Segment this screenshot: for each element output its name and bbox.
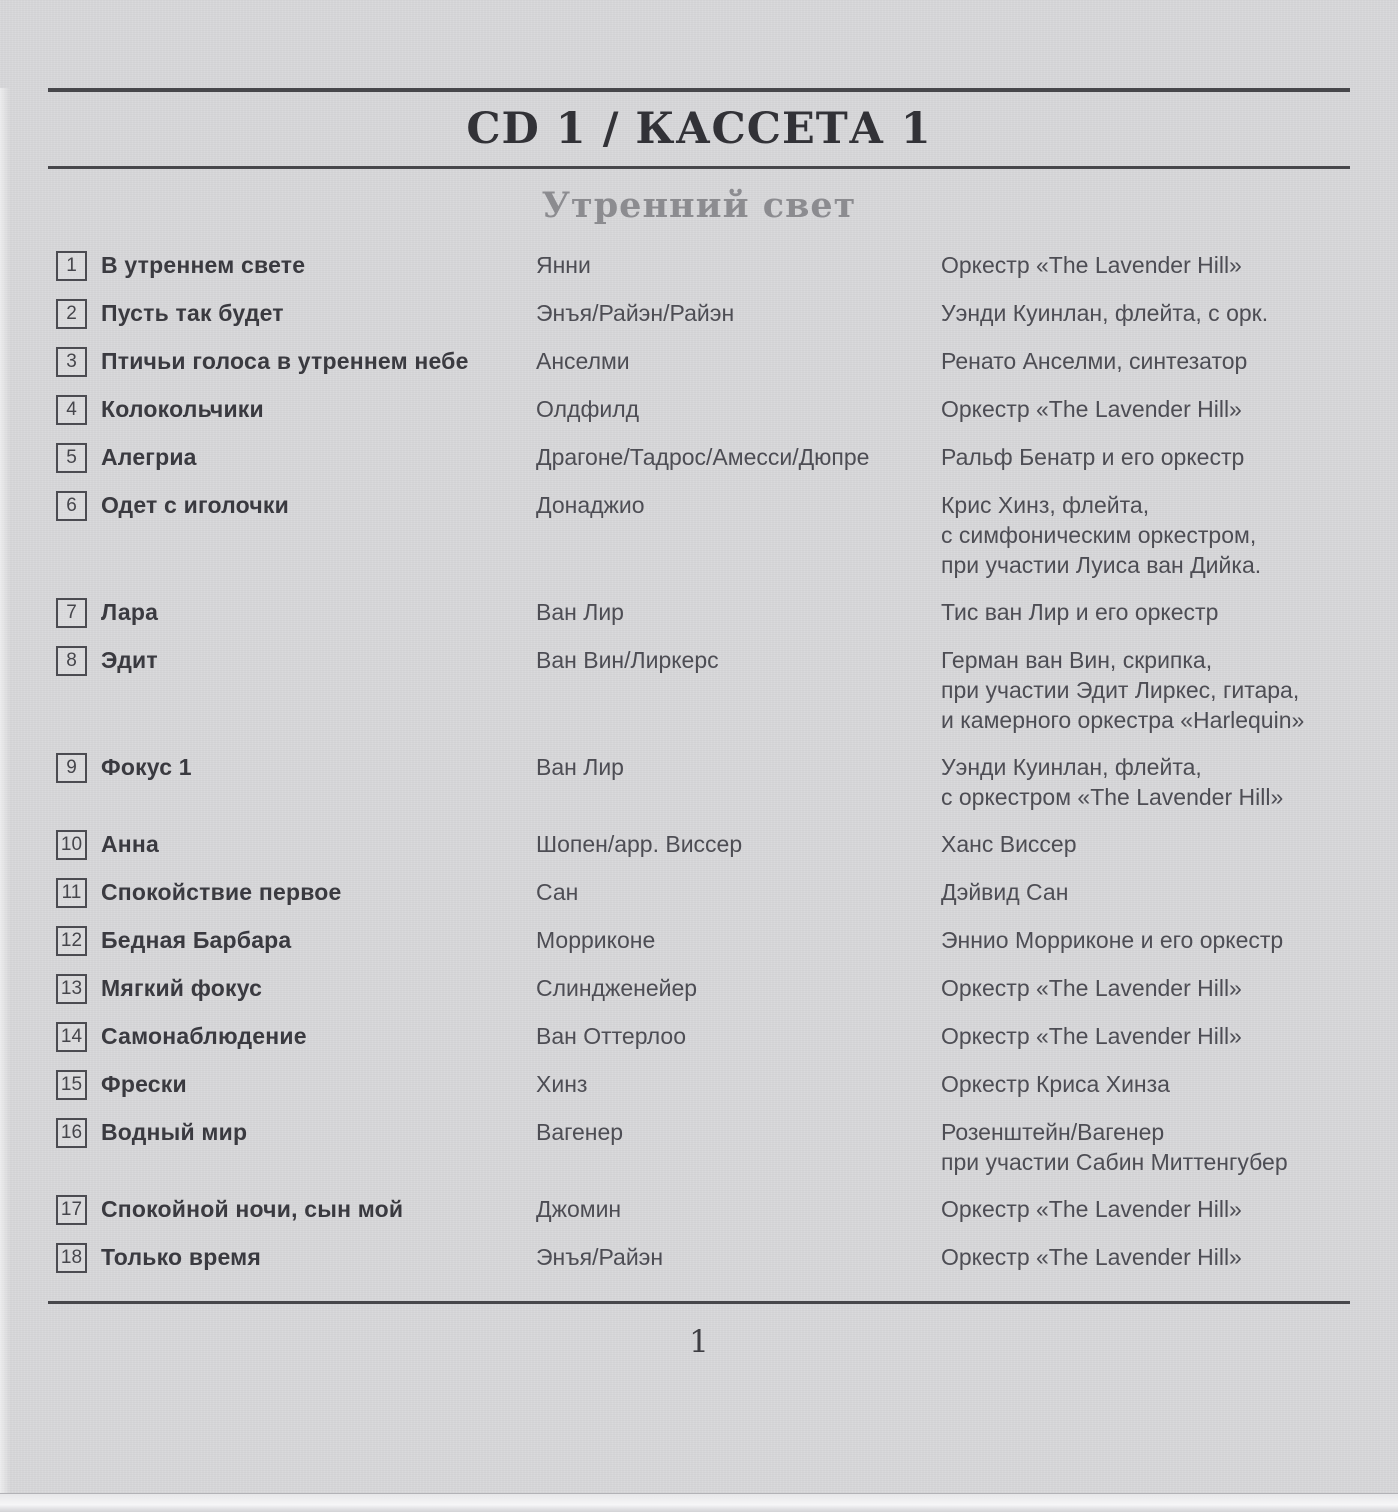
track-number-badge: 11 [56, 878, 87, 908]
track-composer: Янни [536, 252, 591, 278]
track-composer: Олдфилд [536, 396, 640, 422]
track-row [56, 1194, 1350, 1225]
track-performer [941, 250, 1350, 280]
track-composer: Морриконе [536, 927, 656, 953]
track-composer: Шопен/арр. Виссер [536, 831, 743, 857]
track-list [56, 250, 1350, 1273]
track-composer: Донаджио [536, 492, 645, 518]
track-title: Лара [101, 599, 159, 625]
track-number-badge: 16 [56, 1118, 87, 1148]
page-number: 1 [689, 1324, 709, 1360]
track-performer [941, 1117, 1350, 1177]
track-title: Фрески [101, 1071, 187, 1097]
track-performer-line: Розенштейн/Вагенер [941, 1119, 1165, 1145]
track-performer [941, 752, 1350, 812]
track-composer: Энъя/Райэн [536, 1244, 664, 1270]
track-performer [941, 394, 1350, 424]
track-performer-line: Оркестр Криса Хинза [941, 1071, 1170, 1097]
track-performer-line: Оркестр «The Lavender Hill» [941, 1196, 1242, 1222]
track-number-badge: 15 [56, 1070, 87, 1100]
track-performer-line: Эннио Морриконе и его оркестр [941, 927, 1284, 953]
track-row [56, 1069, 1350, 1100]
track-performer [941, 925, 1350, 955]
track-number-badge: 5 [56, 443, 87, 473]
track-row [56, 877, 1350, 908]
track-composer: Слиндженейер [536, 975, 698, 1001]
track-performer-line: Ральф Бенатр и его оркестр [941, 444, 1245, 470]
track-performer [941, 877, 1350, 907]
track-performer [941, 973, 1350, 1003]
track-number-badge: 2 [56, 299, 87, 329]
track-performer-line: Уэнди Куинлан, флейта, [941, 754, 1202, 780]
track-composer: Энъя/Райэн/Райэн [536, 300, 735, 326]
track-performer-line: с оркестром «The Lavender Hill» [941, 784, 1284, 810]
track-title: Колокольчики [101, 396, 264, 422]
track-number-badge: 4 [56, 395, 87, 425]
booklet-page [0, 88, 1398, 1512]
track-row [56, 1021, 1350, 1052]
track-performer-line: Ханс Виссер [941, 831, 1077, 857]
track-composer: Драгоне/Тадрос/Амесси/Дюпре [536, 444, 870, 470]
track-title: В утреннем свете [101, 252, 306, 278]
track-performer-line: Герман ван Вин, скрипка, [941, 647, 1213, 673]
track-performer [941, 597, 1350, 627]
track-performer [941, 1194, 1350, 1224]
track-row [56, 442, 1350, 473]
track-number-badge: 14 [56, 1022, 87, 1052]
track-performer [941, 645, 1350, 735]
track-number-badge: 8 [56, 646, 87, 676]
track-performer-line: Оркестр «The Lavender Hill» [941, 1023, 1242, 1049]
track-performer-line: с симфоническим оркестром, [941, 522, 1257, 548]
track-title: Самонаблюдение [101, 1023, 307, 1049]
track-row [56, 250, 1350, 281]
track-performer [941, 442, 1350, 472]
track-row [56, 298, 1350, 329]
track-composer: Вагенер [536, 1119, 624, 1145]
track-performer-line: Крис Хинз, флейта, [941, 492, 1150, 518]
track-number-badge: 18 [56, 1243, 87, 1273]
track-number-badge: 13 [56, 974, 87, 1004]
track-row [56, 346, 1350, 377]
track-composer: Ван Лир [536, 599, 624, 625]
track-title: Спокойной ночи, сын мой [101, 1196, 404, 1222]
track-performer-line: Оркестр «The Lavender Hill» [941, 975, 1242, 1001]
track-title: Алегриа [101, 444, 197, 470]
track-number-badge: 17 [56, 1195, 87, 1225]
track-performer [941, 829, 1350, 859]
track-row [56, 1117, 1350, 1177]
track-number-badge: 6 [56, 491, 87, 521]
top-divider [48, 88, 1350, 92]
track-title: Одет с иголочки [101, 492, 289, 518]
track-composer: Хинз [536, 1071, 588, 1097]
track-composer: Ван Вин/Лиркерс [536, 647, 719, 673]
track-title: Бедная Барбара [101, 927, 292, 953]
track-title: Птичьи голоса в утреннем небе [101, 348, 469, 374]
track-title: Фокус 1 [101, 754, 192, 780]
track-performer [941, 1021, 1350, 1051]
track-title: Эдит [101, 647, 158, 673]
track-title: Мягкий фокус [101, 975, 263, 1001]
track-performer [941, 298, 1350, 328]
track-performer [941, 1069, 1350, 1099]
track-performer-line: и камерного оркестра «Harlequin» [941, 707, 1305, 733]
track-performer-line: Оркестр «The Lavender Hill» [941, 396, 1242, 422]
track-performer-line: Оркестр «The Lavender Hill» [941, 1244, 1242, 1270]
track-number-badge: 10 [56, 830, 87, 860]
track-number-badge: 7 [56, 598, 87, 628]
track-title: Анна [101, 831, 159, 857]
track-row [56, 1242, 1350, 1273]
track-performer-line: при участии Сабин Миттенгубер [941, 1149, 1288, 1175]
track-title: Пусть так будет [101, 300, 284, 326]
track-composer: Ван Оттерлоо [536, 1023, 686, 1049]
track-performer-line: Тис ван Лир и его оркестр [941, 599, 1219, 625]
track-title: Только время [101, 1244, 261, 1270]
track-row [56, 645, 1350, 735]
track-row [56, 394, 1350, 425]
track-performer-line: Оркестр «The Lavender Hill» [941, 252, 1242, 278]
track-number-badge: 12 [56, 926, 87, 956]
track-performer-line: при участии Эдит Лиркес, гитара, [941, 677, 1300, 703]
track-composer: Ван Лир [536, 754, 624, 780]
track-number-badge: 1 [56, 251, 87, 281]
track-performer-line: Ренато Анселми, синтезатор [941, 348, 1248, 374]
track-performer [941, 346, 1350, 376]
track-title: Спокойствие первое [101, 879, 342, 905]
track-composer: Джомин [536, 1196, 622, 1222]
track-performer-line: при участии Луиса ван Дийка. [941, 552, 1262, 578]
track-row [56, 925, 1350, 956]
track-row [56, 490, 1350, 580]
scan-page-edge [0, 1493, 1398, 1512]
track-composer: Анселми [536, 348, 630, 374]
track-row [56, 973, 1350, 1004]
track-row [56, 597, 1350, 628]
track-title: Водный мир [101, 1119, 248, 1145]
track-performer-line: Уэнди Куинлан, флейта, с орк. [941, 300, 1269, 326]
track-performer-line: Дэйвид Сан [941, 879, 1069, 905]
track-performer [941, 1242, 1350, 1272]
track-performer [941, 490, 1350, 580]
header-divider [48, 166, 1350, 169]
page-title: CD 1 / КАССЕТА 1 [466, 104, 932, 154]
footer-divider [48, 1301, 1350, 1304]
track-row [56, 829, 1350, 860]
track-number-badge: 9 [56, 753, 87, 783]
track-number-badge: 3 [56, 347, 87, 377]
track-row [56, 752, 1350, 812]
album-subtitle: Утренний свет [541, 185, 857, 226]
track-composer: Сан [536, 879, 579, 905]
